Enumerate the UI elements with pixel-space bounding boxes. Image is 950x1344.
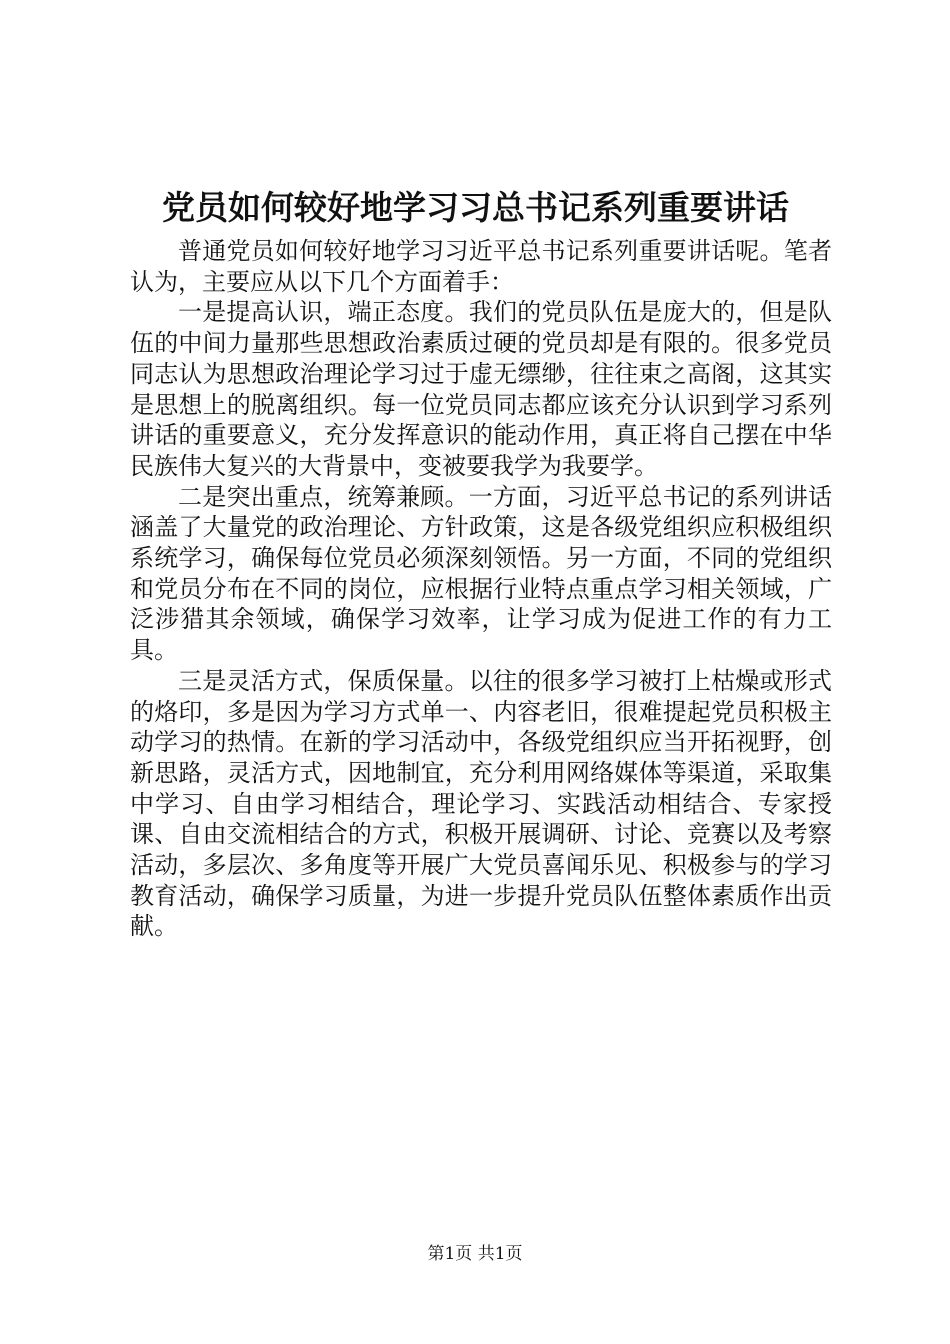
document-body bbox=[130, 236, 832, 942]
paragraph-point-two: 二是突出重点，统筹兼顾。一方面，习近平总书记的系列讲话涵盖了大量党的政治理论、方针政策，这是各级党组织应积极组织系统学习，确保每位党员必须深刻领悟。另一方面，不同的党组织和党员分布在不同的岗位，应根据行业特点重点学习相关领域，广泛涉猎其余领域，确保学习效率，让学习成为促进工作的有力工具。 bbox=[130, 482, 832, 665]
paragraph-point-three: 三是灵活方式，保质保量。以往的很多学习被打上枯燥或形式的烙印，多是因为学习方式单一、内容老旧，很难提起党员积极主动学习的热情。在新的学习活动中，各级党组织应当开拓视野，创新思路，灵活方式，因地制宜，充分利用网络媒体等渠道，采取集中学习、自由学习相结合，理论学习、实践活动相结合、专家授课、自由交流相结合的方式，积极开展调研、讨论、竞赛以及考察活动，多层次、多角度等开展广大党员喜闻乐见、积极参与的学习教育活动，确保学习质量，为进一步提升党员队伍整体素质作出贡献。 bbox=[130, 666, 832, 941]
document-title: 党员如何较好地学习习总书记系列重要讲话 bbox=[162, 188, 789, 227]
paragraph-intro: 普通党员如何较好地学习习近平总书记系列重要讲话呢。笔者认为，主要应从以下几个方面着手： bbox=[130, 237, 832, 296]
page-footer: 第1页 共1页 bbox=[427, 1244, 523, 1264]
paragraph-point-one: 一是提高认识，端正态度。我们的党员队伍是庞大的，但是队伍的中间力量那些思想政治素质过硬的党员却是有限的。很多党员同志认为思想政治理论学习过于虚无缥缈，往往束之高阁，这其实是思想上的脱离组织。每一位党员同志都应该充分认识到学习系列讲话的重要意义，充分发挥意识的能动作用，真正将自己摆在中华民族伟大复兴的大背景中，变被要我学为我要学。 bbox=[130, 298, 832, 480]
